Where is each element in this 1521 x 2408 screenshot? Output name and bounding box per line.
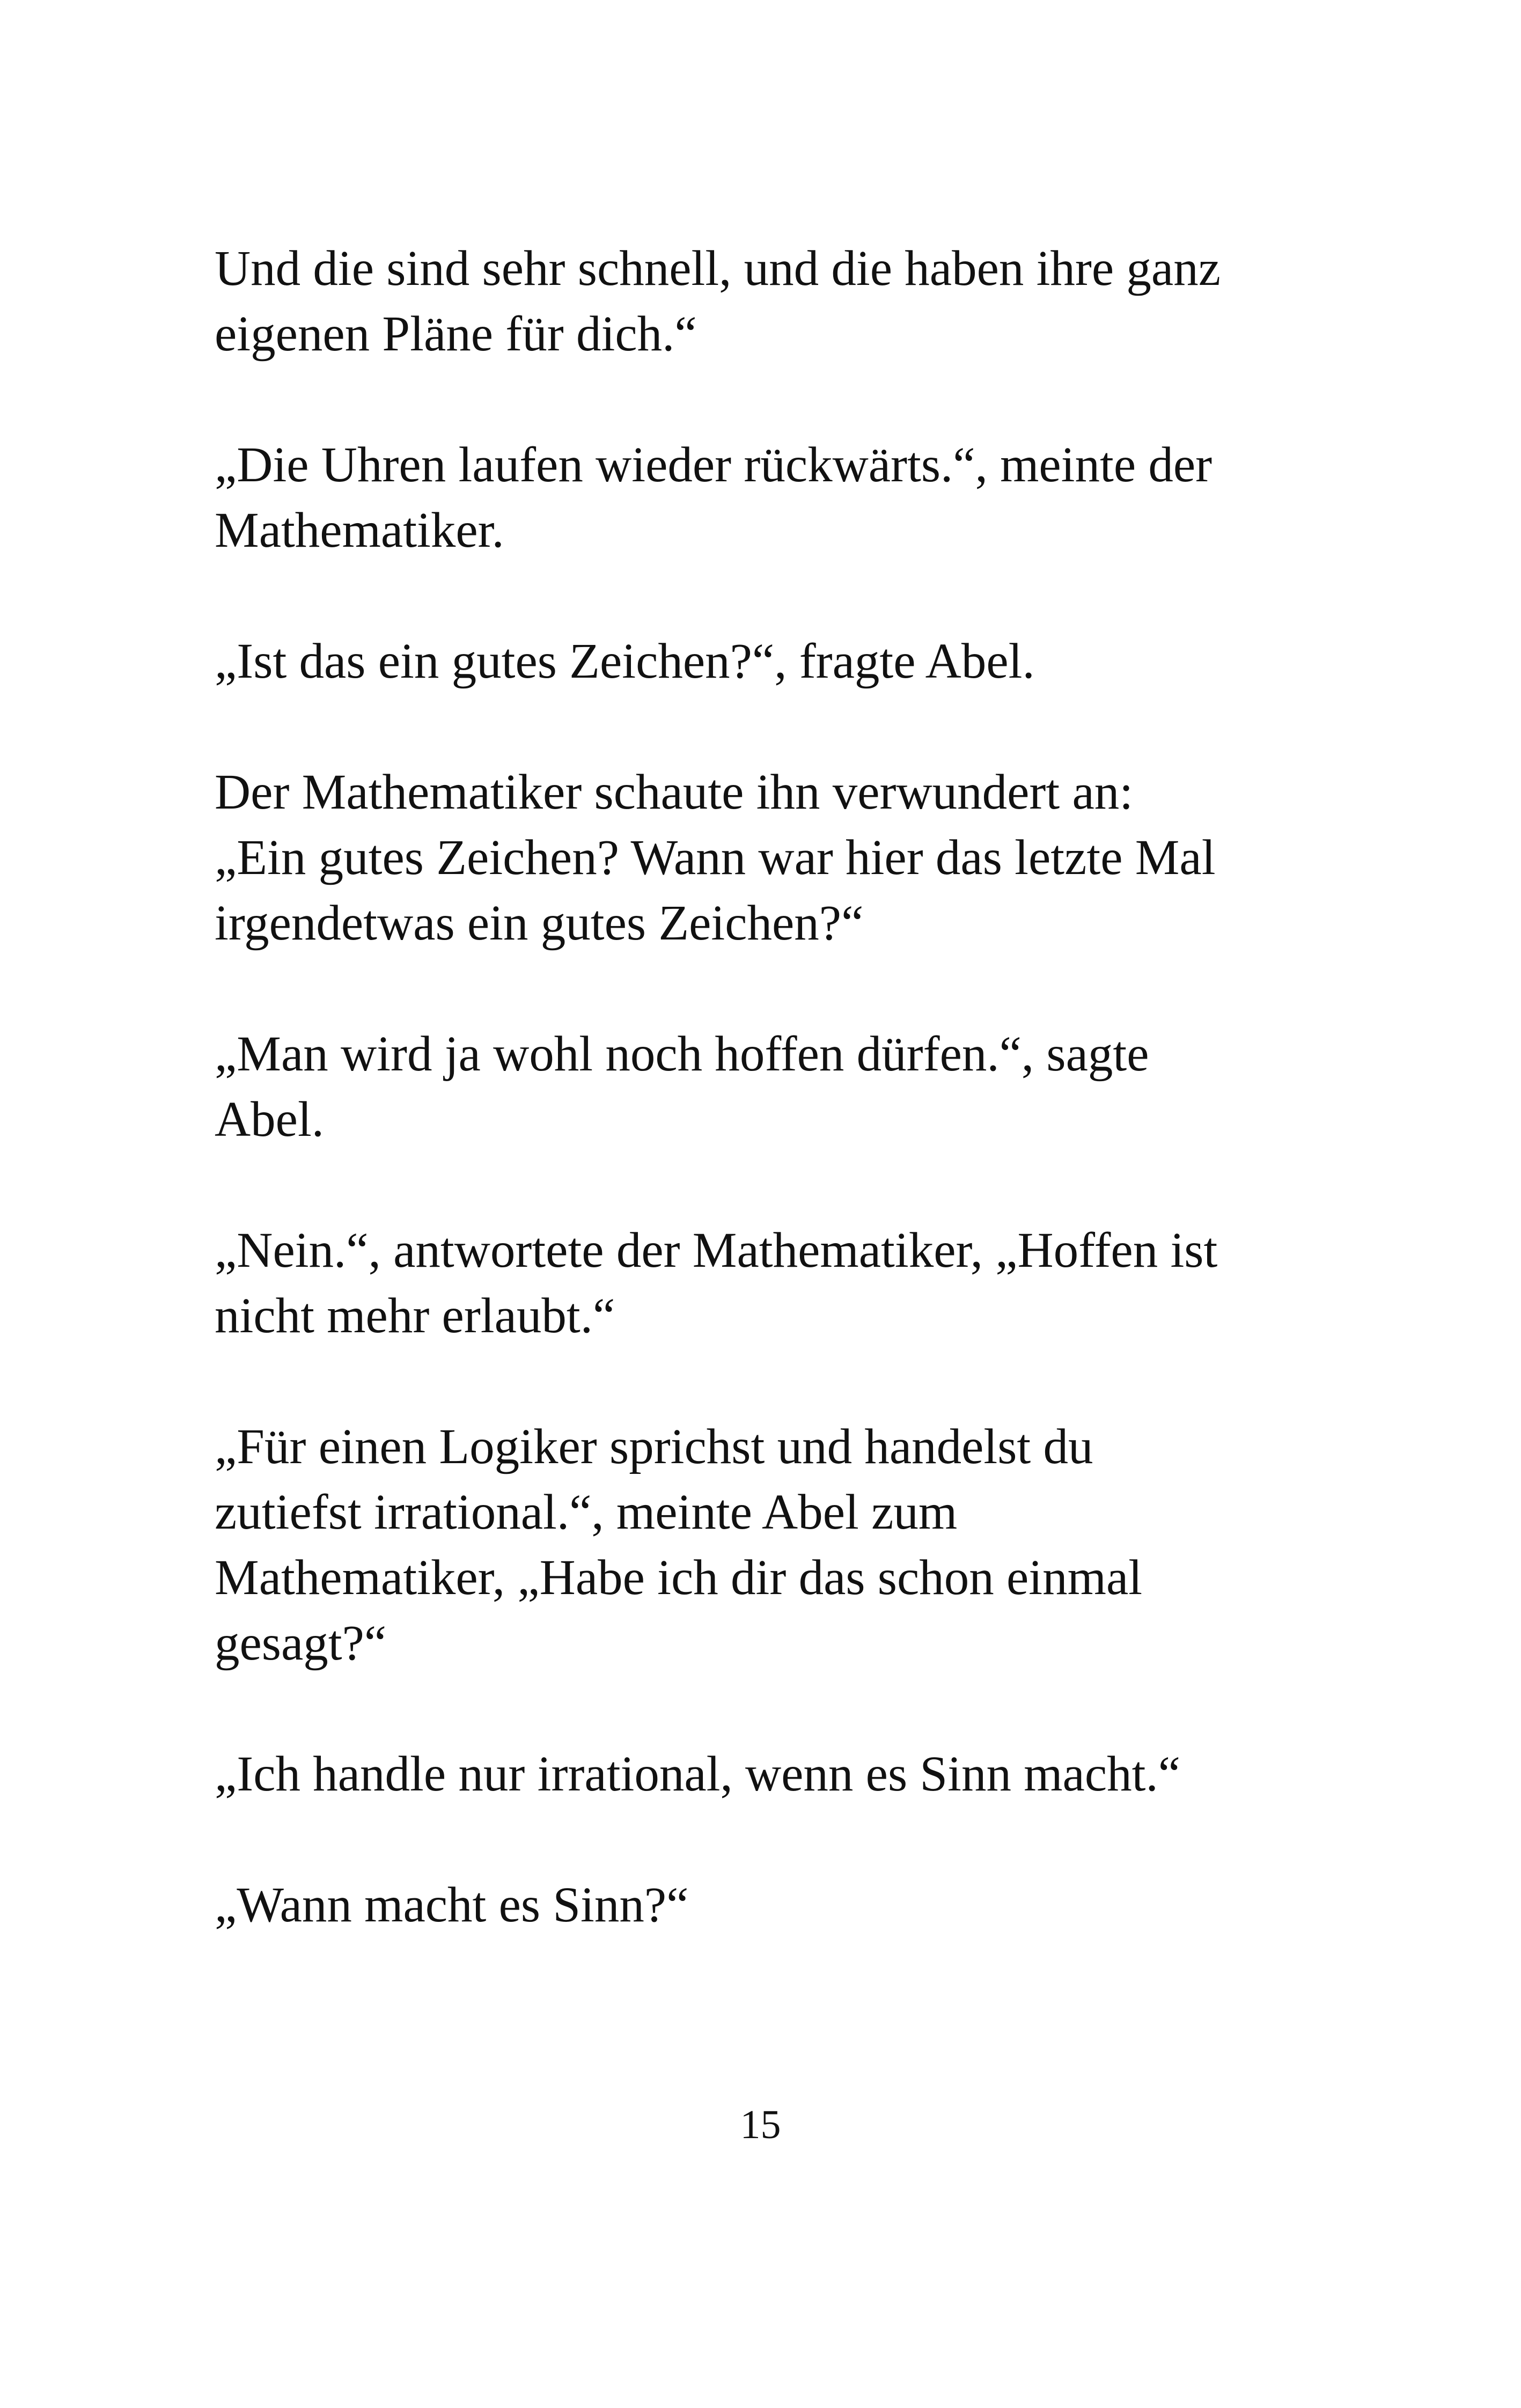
- paragraph-5: „Man wird ja wohl noch hoffen dürfen.“, sagte Abel.: [215, 1026, 1149, 1147]
- paragraph-1: Und die sind sehr schnell, und die haben ihre ganz eigenen Pläne für dich.“: [215, 241, 1221, 362]
- paragraph-8: „Ich handle nur irrational, wenn es Sinn macht.“: [215, 1746, 1180, 1802]
- paragraph-9: „Wann macht es Sinn?“: [215, 1877, 689, 1933]
- paragraph-7: „Für einen Logiker sprichst und handelst du zutiefst irrational.“, meinte Abel zum Mathematiker, „Habe ich dir das schon einmal gesagt?“: [215, 1419, 1143, 1671]
- page-number: 15: [740, 2102, 781, 2147]
- body-text: [215, 236, 1331, 2003]
- paragraph-6: „Nein.“, antwortete der Mathematiker, „Hoffen ist nicht mehr erlaubt.“: [215, 1223, 1218, 1344]
- paragraph-4: Der Mathematiker schaute ihn verwundert an: „Ein gutes Zeichen? Wann war hier das letzte Mal irgendetwas ein gutes Zeichen?“: [215, 765, 1216, 951]
- paragraph-3: „Ist das ein gutes Zeichen?“, fragte Abel.: [215, 634, 1035, 689]
- paragraph-2: „Die Uhren laufen wieder rückwärts.“, meinte der Mathematiker.: [215, 437, 1213, 558]
